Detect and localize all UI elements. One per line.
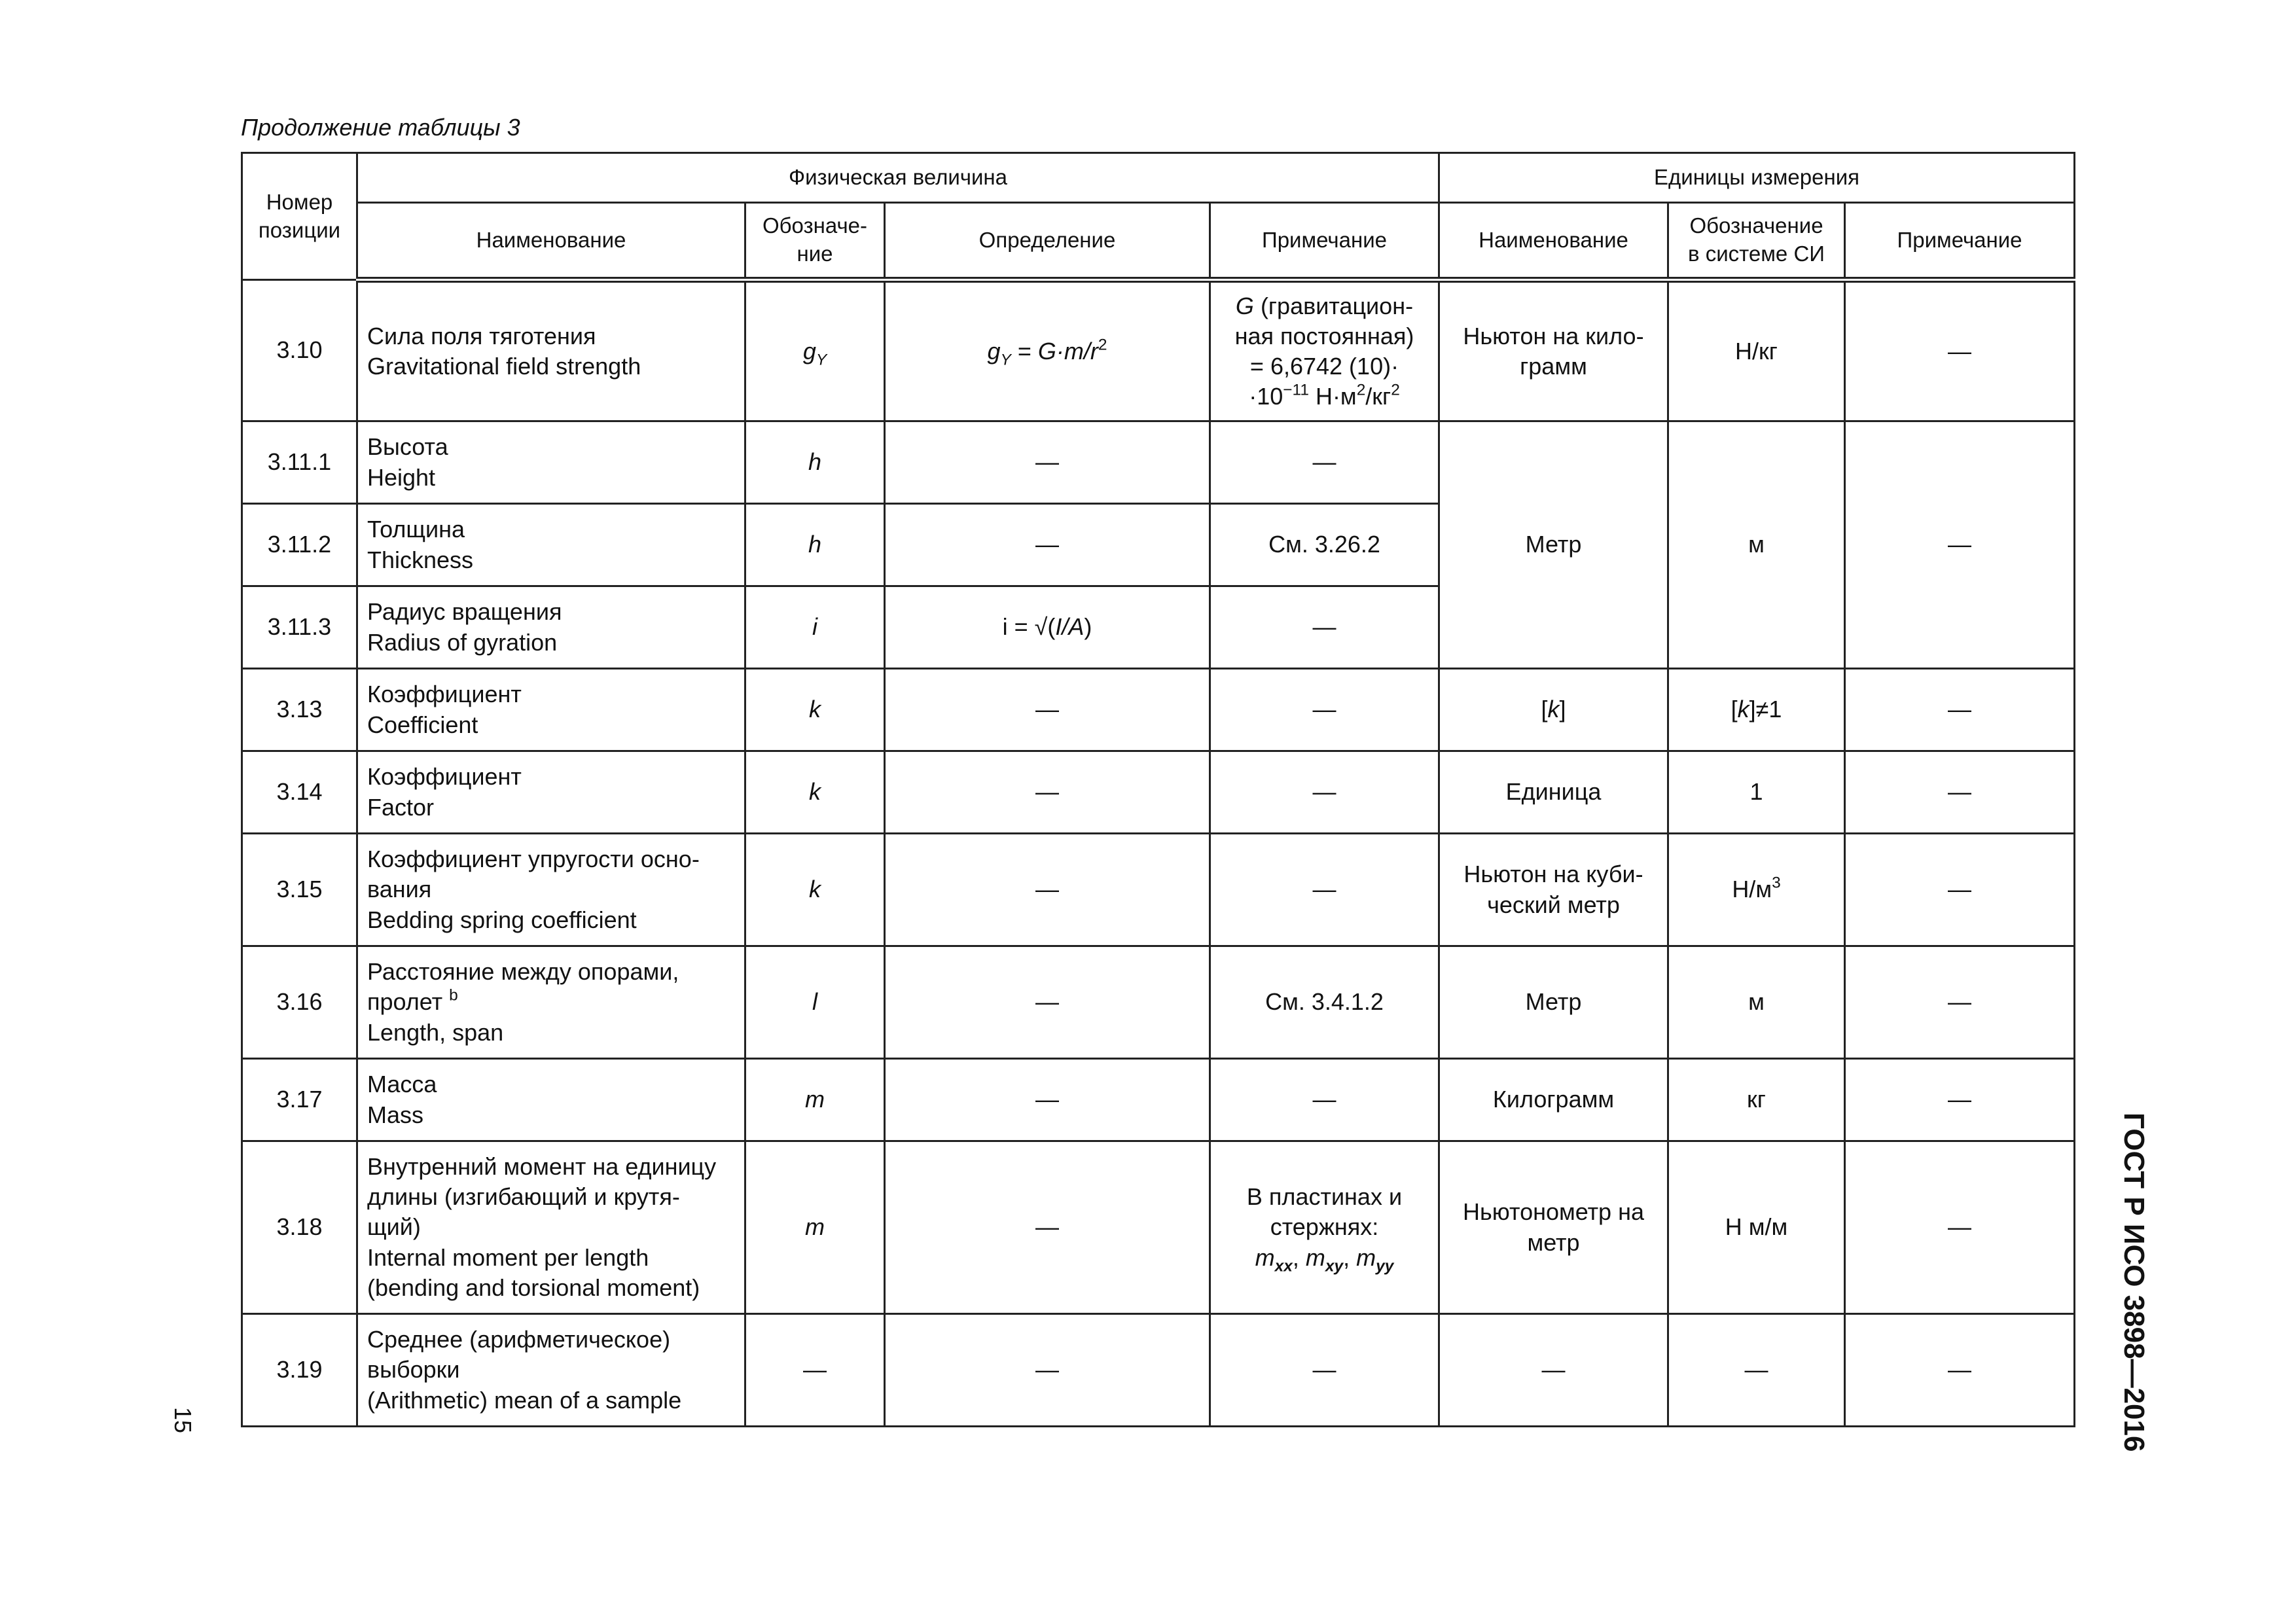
quantity-definition: — (885, 504, 1210, 586)
quantity-note: — (1210, 586, 1439, 669)
table-row (242, 421, 2075, 504)
header-physical-quantity: Физическая величина (357, 153, 1439, 203)
quantity-definition: — (885, 669, 1210, 751)
quantities-table (241, 152, 2075, 1427)
quantity-symbol: m (745, 1141, 885, 1314)
quantity-note: — (1210, 1314, 1439, 1427)
quantity-note: G (гравитацион- ная постоянная) = 6,6742 (10)· $\cdot 10^{-11}$ $Н\cdot м^2/кг^2$ (1210, 280, 1439, 421)
quantity-symbol: i (745, 586, 885, 669)
table-row (242, 280, 2075, 421)
row-number: 3.19 (242, 1314, 357, 1427)
quantity-note: — (1210, 834, 1439, 946)
table-row (242, 1141, 2075, 1314)
table-row (242, 751, 2075, 834)
quantity-name: Коэффициент упругости осно- вания Bedding spring coefficient (357, 834, 745, 946)
header-name: Наименование (357, 203, 745, 280)
quantity-name: Толщина Thickness (357, 504, 745, 586)
quantity-definition: — (885, 1141, 1210, 1314)
quantity-symbol: $g_Y$ (745, 280, 885, 421)
quantity-symbol: h (745, 421, 885, 504)
row-number: 3.18 (242, 1141, 357, 1314)
unit-symbol: кг (1668, 1059, 1845, 1141)
header-note: Примечание (1210, 203, 1439, 280)
header-unit-name: Наименование (1439, 203, 1668, 280)
quantity-symbol: — (745, 1314, 885, 1427)
unit-name: Ньютон на кило- грамм (1439, 280, 1668, 421)
unit-name: [k] (1439, 669, 1668, 751)
table-row (242, 946, 2075, 1059)
unit-note: — (1845, 280, 2075, 421)
quantity-definition: — (885, 1059, 1210, 1141)
unit-name: Единица (1439, 751, 1668, 834)
quantity-name: Расстояние между опорами, пролет $^b$ Length, span (357, 946, 745, 1059)
row-number: 3.13 (242, 669, 357, 751)
table-row (242, 669, 2075, 751)
quantity-note: См. 3.4.1.2 (1210, 946, 1439, 1059)
unit-symbol: $Н/м^3$ (1668, 834, 1845, 946)
quantity-note: — (1210, 751, 1439, 834)
unit-note: — (1845, 751, 2075, 834)
quantity-name: Радиус вращения Radius of gyration (357, 586, 745, 669)
quantity-symbol: m (745, 1059, 885, 1141)
unit-note: — (1845, 421, 2075, 669)
quantity-symbol: l (745, 946, 885, 1059)
unit-name: — (1439, 1314, 1668, 1427)
quantity-definition: — (885, 751, 1210, 834)
footnote-marker: b (449, 986, 458, 1005)
table-row (242, 1059, 2075, 1141)
quantity-symbol: k (745, 669, 885, 751)
quantity-definition: $g_Y = G\cdot m/r^2$ (885, 280, 1210, 421)
unit-symbol: — (1668, 1314, 1845, 1427)
quantity-note: В пластинах и стержнях: $m_{xx}$, $m_{xy}$, $m_{yy}$ (1210, 1141, 1439, 1314)
unit-note: — (1845, 946, 2075, 1059)
unit-symbol: Н м/м (1668, 1141, 1845, 1314)
unit-name: Метр (1439, 946, 1668, 1059)
header-definition: Определение (885, 203, 1210, 280)
quantity-name: Масса Mass (357, 1059, 745, 1141)
quantity-definition: i = √(I/A) (885, 586, 1210, 669)
unit-symbol: 1 (1668, 751, 1845, 834)
unit-note: — (1845, 1059, 2075, 1141)
unit-name: Ньютон на куби- ческий метр (1439, 834, 1668, 946)
unit-symbol: м (1668, 421, 1845, 669)
quantity-note: — (1210, 421, 1439, 504)
row-number: 3.16 (242, 946, 357, 1059)
table-row (242, 834, 2075, 946)
quantity-name: Коэффициент Factor (357, 751, 745, 834)
quantity-symbol: k (745, 751, 885, 834)
quantity-note: — (1210, 669, 1439, 751)
unit-symbol: [k]≠1 (1668, 669, 1845, 751)
quantity-name: Среднее (арифметическое) выборки (Arithmetic) mean of a sample (357, 1314, 745, 1427)
row-number: 3.11.3 (242, 586, 357, 669)
unit-note: — (1845, 1141, 2075, 1314)
quantity-name: Внутренний момент на единицу длины (изгибающий и крутя- щий) Internal moment per length (bending and torsional moment) (357, 1141, 745, 1314)
quantity-definition: — (885, 834, 1210, 946)
unit-symbol: Н/кг (1668, 280, 1845, 421)
unit-symbol: м (1668, 946, 1845, 1059)
quantity-note: См. 3.26.2 (1210, 504, 1439, 586)
quantity-name: Высота Height (357, 421, 745, 504)
row-number: 3.11.1 (242, 421, 357, 504)
unit-note: — (1845, 669, 2075, 751)
row-number: 3.15 (242, 834, 357, 946)
table-caption: Продолжение таблицы 3 (241, 114, 520, 141)
quantity-symbol: k (745, 834, 885, 946)
document-title: ГОСТ Р ИСО 3898—2016 (2118, 1113, 2150, 1452)
quantity-note: — (1210, 1059, 1439, 1141)
quantity-definition: — (885, 946, 1210, 1059)
quantity-symbol: h (745, 504, 885, 586)
header-symbol: Обозначе- ние (745, 203, 885, 280)
unit-note: — (1845, 834, 2075, 946)
unit-note: — (1845, 1314, 2075, 1427)
header-unit-note: Примечание (1845, 203, 2075, 280)
quantity-definition: — (885, 421, 1210, 504)
header-unit-symbol: Обозначение в системе СИ (1668, 203, 1845, 280)
row-number: 3.10 (242, 280, 357, 421)
quantity-name: Сила поля тяготения Gravitational field strength (357, 280, 745, 421)
unit-name: Килограмм (1439, 1059, 1668, 1141)
unit-name: Ньютонометр на метр (1439, 1141, 1668, 1314)
unit-name: Метр (1439, 421, 1668, 669)
row-number: 3.11.2 (242, 504, 357, 586)
row-number: 3.17 (242, 1059, 357, 1141)
quantity-name: Коэффициент Coefficient (357, 669, 745, 751)
page-number: 15 (170, 1407, 196, 1434)
header-num: Номер позиции (242, 153, 357, 280)
row-number: 3.14 (242, 751, 357, 834)
header-units: Единицы измерения (1439, 153, 2075, 203)
table-row (242, 1314, 2075, 1427)
quantity-definition: — (885, 1314, 1210, 1427)
